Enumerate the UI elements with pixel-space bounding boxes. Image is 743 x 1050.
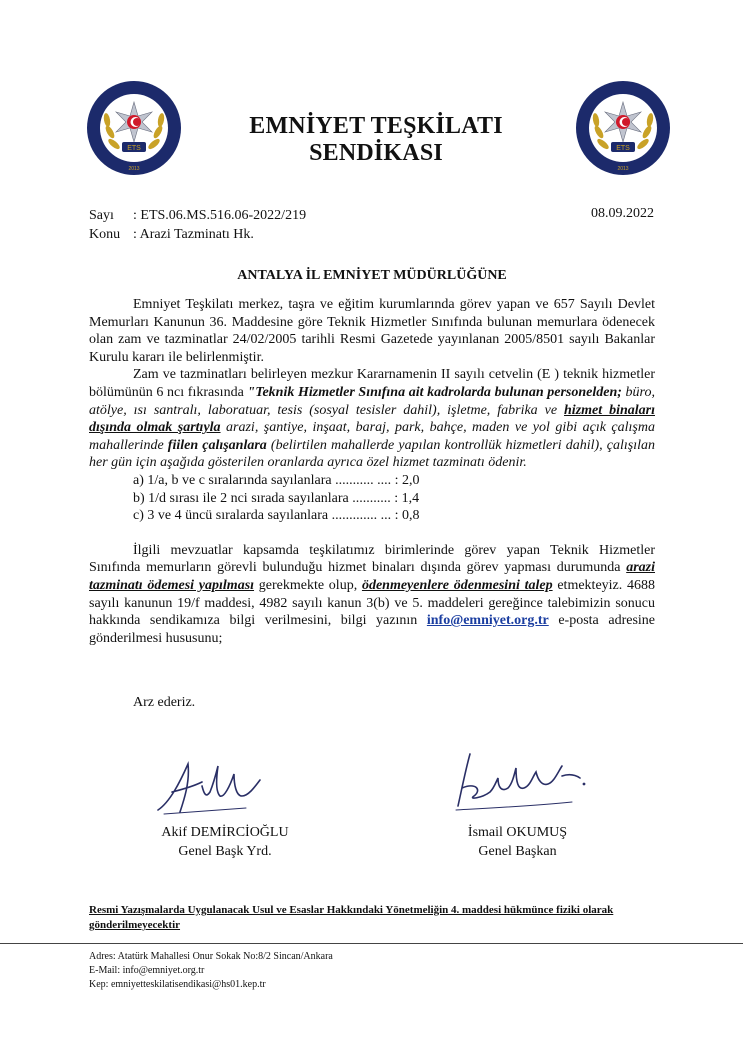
- logo-year-text: 2013: [128, 166, 140, 172]
- paragraph-3: [89, 542, 655, 648]
- paragraph-3-text-e: etmekteyiz. 4688 sayılı kanunun 19/f maddesi, 4982 sayılı kanun 3(b) ve 5. maddeleri gereğince talebimizin sonucu hakkında sendikamıza bilgi verilmesini, bilgi yazının: [89, 577, 655, 629]
- footer-divider: [0, 943, 743, 944]
- union-logo-right: [575, 80, 671, 176]
- document-date: 08.09.2022: [591, 206, 654, 221]
- paragraph-2-text-a: Zam ve tazminatları belirleyen mezkur Kararnamenin II sayılı cetvelin (E ) teknik hizmetler bölümünün 6 ncı fıkrasında: [89, 367, 655, 400]
- organization-title: EMNİYET TEŞKİLATI SENDİKASI: [249, 113, 503, 166]
- paragraph-2-text-e: arazi, şantiye, inşaat, baraj, park, bahçe, maden ve yol gibi açık çalışma mahallerinde: [89, 420, 655, 453]
- signer-title: Genel Başk Yrd.: [178, 844, 272, 859]
- subject-value: : Arazi Tazminatı Hk.: [133, 227, 254, 242]
- logo-inner-text: ETS: [127, 145, 141, 152]
- subject-row: [89, 225, 306, 244]
- paragraph-3-text-f: e-posta adresine gönderilmesi hususunu;: [89, 613, 655, 646]
- signer-right: [450, 823, 585, 861]
- reference-label: Sayı: [89, 208, 114, 223]
- email-link[interactable]: info@emniyet.org.tr: [426, 613, 549, 629]
- paragraph-2: [89, 366, 655, 472]
- kep-line: Kep: emniyetteskilatisendikasi@hs01.kep.tr: [89, 979, 266, 990]
- footer-address: [89, 950, 333, 992]
- subject-label: Konu: [89, 227, 121, 242]
- reference-value: : ETS.06.MS.516.06-2022/219: [133, 208, 307, 223]
- reference-number-row: [89, 206, 306, 225]
- list-item: c) 3 ve 4 üncü sıralarda sayılanlara ............. ... : 0,8: [133, 508, 420, 524]
- signer-name: Akif DEMİRCİOĞLU: [161, 825, 289, 840]
- logo-year-text: 2013: [617, 166, 629, 172]
- signer-title: Genel Başkan: [478, 844, 557, 859]
- signer-name: İsmail OKUMUŞ: [467, 825, 568, 840]
- list-item: a) 1/a, b ve c sıralarında sayılanlara ........... .... : 2,0: [133, 472, 420, 488]
- paragraph-1: Emniyet Teşkilatı merkez, taşra ve eğitim kurumlarında görev yapan ve 657 Sayılı Devlet Memurları Kanunun 36. Maddesine göre Teknik Hizmetler Sınıfında bulunan memurlara ödenecek olan zam ve tazminatlar 24/02/2005 tarihli Resmi Gazetede yayınlanan 2005/8501 sayılı Bakanlar Kurulu kararı ile belirlenmiştir.: [89, 297, 655, 365]
- regulation-footnote: Resmi Yazışmalarda Uygulanacak Usul ve Esaslar Hakkındaki Yönetmeliğin 4. maddesi hükmünce fiziki olarak gönderilmeyecektir: [89, 904, 614, 931]
- paragraph-2-emphasis-workers: fiilen çalışanlara: [167, 437, 267, 453]
- paragraph-2-emphasis-quote: "Teknik Hizmetler Sınıfına ait kadrolarda bulunan personelden;: [247, 384, 622, 400]
- letter-body: [89, 296, 655, 647]
- paragraph-2-emphasis-condition: hizmet binaları dışında olmak şartıyla: [89, 402, 655, 436]
- email-line: E-Mail: info@emniyet.org.tr: [89, 965, 205, 976]
- signer-left: [150, 823, 300, 861]
- paragraph-2-text-g: (belirtilen mahallerde yapılan kontrollük hizmetleri dahil), çalışılan her gün için aşağıda gösterilen oranlarda ayrıca özel hizmet tazminatı ödenir.: [89, 437, 656, 471]
- paragraph-3-emphasis-request: ödenmeyenlere ödenmesini talep: [361, 577, 553, 593]
- recipient-heading: ANTALYA İL EMNİYET MÜDÜRLÜĞÜNE: [237, 268, 507, 283]
- paragraph-3-text-a: İlgili mevzuatlar kapsamda teşkilatımız birimlerinde görev yapan Teknik Hizmetler Sınıfında memurların görevli bulunduğu hizmet binaları dışında görev yapması durumunda: [89, 542, 655, 576]
- list-item: b) 1/d sırası ile 2 nci sırada sayılanlara ........... : 1,4: [133, 490, 420, 506]
- document-meta: [89, 206, 306, 244]
- union-logo-left: [86, 80, 182, 176]
- paragraph-2-text-c: büro, atölye, ısı santralı, laboratuar, tesis (sosyal tesisler dahil), işletme, fabrika ve: [89, 384, 655, 418]
- signature-left: [150, 752, 270, 822]
- paragraph-3-emphasis-payment: arazi tazminatı ödemesi yapılması: [89, 560, 655, 593]
- paragraph-3-text-c: gerekmekte olup,: [254, 577, 362, 593]
- address-line: Adres: Atatürk Mahallesi Onur Sokak No:8/2 Sincan/Ankara: [89, 951, 333, 962]
- signature-right: [452, 748, 592, 818]
- closing-text: Arz ederiz.: [133, 695, 196, 710]
- rate-list: [133, 472, 655, 525]
- logo-inner-text: ETS: [616, 145, 630, 152]
